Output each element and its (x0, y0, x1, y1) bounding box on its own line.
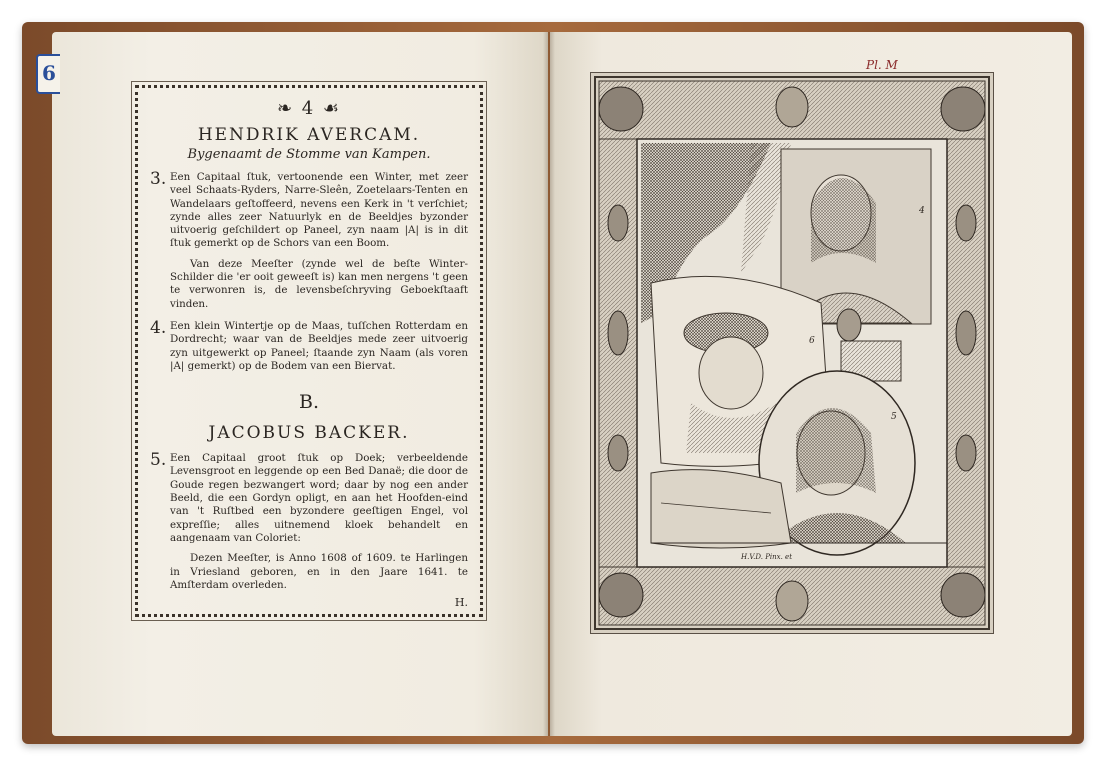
entry-number: 5. (150, 450, 167, 471)
entry-number: 4. (150, 317, 167, 338)
portrait-number: 6 (809, 336, 815, 346)
ornament-right-icon: ☙ (315, 98, 342, 119)
catchword: H. (454, 596, 468, 610)
section-letter: B. (298, 391, 319, 414)
portrait-number: 5 (891, 412, 897, 422)
entry-number: 3. (150, 169, 167, 189)
book-gutter (543, 32, 555, 736)
artist-heading-avercam: HENDRIK AVERCAM. (197, 125, 421, 145)
engraved-plate (590, 72, 994, 634)
page-tab-marker[interactable]: 6 (36, 54, 60, 94)
portrait-scene (641, 143, 947, 561)
engraver-signature: H.V.D. Pinx. et (741, 553, 793, 561)
text-frame (135, 85, 483, 617)
entry-text: Een Capitaal groot ſtuk op Doek; verbeeldende Levensgroot en leggende op een Bed Danaë; die door de Goude regen bezwangert word; daar by nog een ander Beeld, die een Gordyn opligt, en aan het Hoofden-eind van 't Ruſtbed een byzondere geeſtigen Engel, vol expreſſie; alles uitnemend kloek behandelt en aangenaam van Coloriet: (170, 452, 468, 544)
catalog-entry-3 (150, 171, 468, 251)
ornament-left-icon: ❧ (276, 98, 302, 119)
artist-nickname: Bygenaamt de Stomme van Kampen. (187, 147, 431, 162)
engraving-illustration (591, 73, 993, 633)
catalog-entry-4 (150, 317, 468, 373)
page-number: ❧ 4 ☙ (276, 98, 342, 119)
artist-note-avercam: Van deze Meeſter (zynde wel de beſte Winter-Schilder die 'er ooit geweeſt is) kan men nergens 't geen te verwonren is, de levensbeſchryving Geboekſtaaft vinden. (170, 257, 468, 310)
entry-text: Een Capitaal ſtuk, vertoonende een Winter, met zeer veel Schaats-Ryders, Narre-Sleên, Zoetelaars-Tenten en Wandelaars geſtoffeerd, nevens een Kerk in 't verſchiet; zynde alles zeer Natuurlyk en de Beeldjes byzonder uitvoerig geſchildert op Paneel, zyn naam |A| is in dit ſtuk gemerkt op de Schors van een Boom. (170, 171, 468, 250)
artist-heading-backer: JACOBUS BACKER. (208, 423, 410, 444)
catalog-entry-5 (150, 452, 468, 545)
entry-text: Een klein Wintertje op de Maas, tuſſchen Rotterdam en Dordrecht; waar van de Beeldjes mede zeer uitvoerig zyn uitgewerkt op Paneel; ſtaande zyn Naam (als voren |A| gemerkt) op de Bodem van een Biervat. (170, 319, 468, 372)
plate-label: Pl. M (866, 58, 898, 72)
portrait-number: 4 (919, 206, 925, 216)
artist-note-backer: Dezen Meeſter, is Anno 1608 of 1609. te Harlingen in Vriesland geboren, en in den Jaare 1641. te Amſterdam overleden. (170, 552, 468, 591)
